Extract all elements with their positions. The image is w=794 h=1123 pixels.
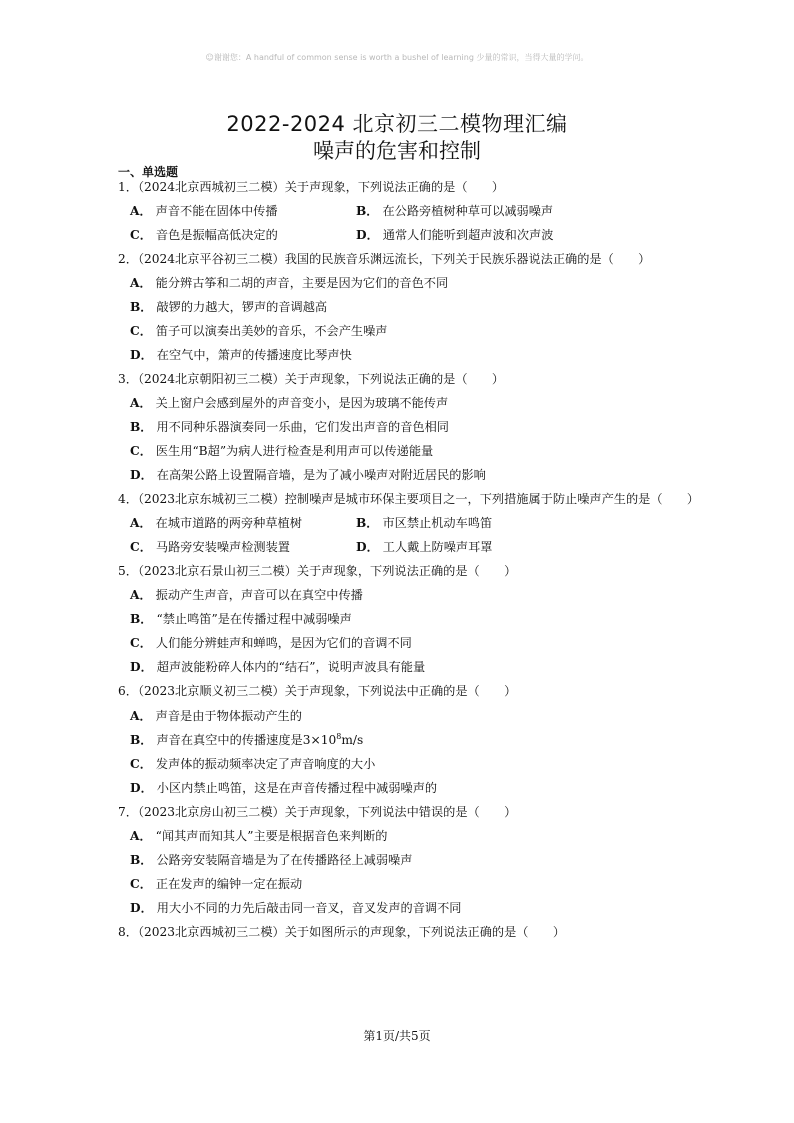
- question-5-stem: 5．（2023北京石景山初三二模）关于声现象，下列说法正确的是（ ）: [118, 564, 517, 578]
- question-4-option-d: [356, 538, 492, 555]
- option-letter: A．: [130, 204, 152, 218]
- option-text: 在高架公路上设置隔音墙，是为了减小噪声对附近居民的影响: [156, 468, 486, 482]
- option-letter: B．: [130, 420, 153, 434]
- option-letter: C．: [130, 444, 152, 458]
- section-heading: 一、单选题: [118, 165, 179, 179]
- option-text: 工人戴上防噪声耳罩: [382, 540, 493, 554]
- option-letter: C．: [130, 757, 152, 771]
- option-letter: B．: [130, 612, 153, 626]
- question-3-option-a: [130, 394, 448, 411]
- question-7-option-b: [130, 851, 412, 868]
- question-2-option-c: [130, 322, 387, 339]
- option-text: 马路旁安装噪声检测装置: [155, 540, 290, 554]
- option-text: 关上窗户会感到屋外的声音变小，是因为玻璃不能传声: [155, 396, 449, 410]
- option-letter: A．: [130, 709, 152, 723]
- option-text: 通常人们能听到超声波和次声波: [382, 228, 554, 242]
- option-text: 人们能分辨蛙声和蝉鸣，是因为它们的音调不同: [155, 636, 412, 650]
- option-text: 公路旁安装隔音墙是为了在传播路径上减弱噪声: [156, 853, 413, 867]
- question-2-stem: 2．（2024北京平谷初三二模）我国的民族音乐渊远流长，下列关于民族乐器说法正确的是（ ）: [118, 252, 651, 266]
- option-text: 振动产生声音，声音可以在真空中传播: [155, 588, 363, 602]
- question-6-option-d: [130, 779, 437, 796]
- option-text: 在城市道路的两旁种草植树: [155, 516, 302, 530]
- option-letter: B．: [130, 300, 153, 314]
- unit: m/s: [341, 733, 364, 747]
- option-text: 音色是振幅高低决定的: [155, 228, 278, 242]
- option-text: 在公路旁植树种草可以减弱噪声: [382, 204, 554, 218]
- question-7-option-c: [130, 875, 302, 892]
- exponent: 8: [336, 731, 342, 741]
- page-title: 2022-2024 北京初三二模物理汇编: [226, 112, 568, 136]
- question-7-option-d: [130, 899, 461, 916]
- option-text: 在空气中，箫声的传播速度比琴声快: [156, 348, 352, 362]
- question-5-option-c: [130, 634, 412, 651]
- question-3-option-b: [130, 418, 449, 435]
- question-6-option-b: [130, 731, 363, 748]
- question-3-option-d: [130, 466, 486, 483]
- option-letter: A．: [130, 396, 152, 410]
- option-text: 用大小不同的力先后敲击同一音叉，音叉发声的音调不同: [156, 901, 462, 915]
- option-letter: C．: [130, 636, 152, 650]
- question-2-option-b: [130, 298, 327, 315]
- question-2-option-a: [130, 274, 448, 291]
- option-text: “禁止鸣笛”是在传播过程中减弱噪声: [156, 612, 352, 626]
- option-letter: D．: [356, 228, 379, 242]
- option-letter: C．: [130, 540, 152, 554]
- question-6-option-c: [130, 755, 375, 772]
- option-letter: A．: [130, 276, 152, 290]
- option-letter: D．: [130, 468, 153, 482]
- question-4-stem: 4．（2023北京东城初三二模）控制噪声是城市环保主要项目之一，下列措施属于防止噪声产生的是（ ）: [118, 492, 700, 506]
- page-subtitle: 噪声的危害和控制: [313, 139, 481, 163]
- question-7-stem: 7．（2023北京房山初三二模）关于声现象，下列说法中错误的是（ ）: [118, 805, 517, 819]
- option-text: 小区内禁止鸣笛，这是在声音传播过程中减弱噪声的: [156, 781, 438, 795]
- option-letter: B．: [130, 853, 153, 867]
- option-text: 用不同种乐器演奏同一乐曲，它们发出声音的音色相同: [156, 420, 449, 434]
- option-letter: A．: [130, 588, 152, 602]
- option-text: 市区禁止机动车鸣笛: [382, 516, 493, 530]
- question-1-option-d: [356, 226, 553, 243]
- option-text: 能分辨古筝和二胡的声音，主要是因为它们的音色不同: [155, 276, 449, 290]
- option-letter: C．: [130, 324, 152, 338]
- option-text: 声音在真空中的传播速度是3×10: [156, 733, 337, 747]
- option-text: 声音是由于物体振动产生的: [155, 709, 302, 723]
- option-text: 笛子可以演奏出美妙的音乐，不会产生噪声: [155, 324, 388, 338]
- question-1-option-a: [130, 202, 278, 219]
- question-5-option-b: [130, 610, 352, 627]
- option-letter: D．: [130, 901, 153, 915]
- option-text: 超声波能粉碎人体内的“结石”，说明声波具有能量: [156, 660, 426, 674]
- option-letter: A．: [130, 829, 152, 843]
- question-5-option-a: [130, 586, 363, 603]
- question-4-option-c: [130, 538, 290, 555]
- option-letter: B．: [356, 516, 379, 530]
- watermark-text: ☺谢谢您：A handful of common sense is worth a bushel of learning 少量的常识，当得大量的学问。: [205, 53, 589, 62]
- option-letter: D．: [130, 781, 153, 795]
- option-letter: D．: [130, 348, 153, 362]
- option-text: “闻其声而知其人”主要是根据音色来判断的: [155, 829, 388, 843]
- question-3-stem: 3．（2024北京朝阳初三二模）关于声现象，下列说法正确的是（ ）: [118, 372, 505, 386]
- option-letter: D．: [356, 540, 379, 554]
- option-text: 医生用“B超”为病人进行检查是利用声可以传递能量: [155, 444, 434, 458]
- page-number: 第1页/共5页: [363, 1029, 431, 1043]
- option-letter: A．: [130, 516, 152, 530]
- option-letter: B．: [356, 204, 379, 218]
- question-1-stem: 1．（2024北京西城初三二模）关于声现象，下列说法正确的是（ ）: [118, 180, 505, 194]
- question-5-option-d: [130, 658, 425, 675]
- question-2-option-d: [130, 346, 352, 363]
- question-1-option-b: [356, 202, 553, 219]
- question-4-option-b: [356, 514, 492, 531]
- question-7-option-a: [130, 827, 388, 844]
- option-text: 发声体的振动频率决定了声音响度的大小: [155, 757, 376, 771]
- question-6-option-a: [130, 707, 302, 724]
- option-text: 敲锣的力越大，锣声的音调越高: [156, 300, 328, 314]
- question-1-option-c: [130, 226, 278, 243]
- option-text: 声音不能在固体中传播: [155, 204, 278, 218]
- option-letter: C．: [130, 228, 152, 242]
- question-8-stem: 8．（2023北京西城初三二模）关于如图所示的声现象，下列说法正确的是（ ）: [118, 925, 566, 939]
- option-letter: C．: [130, 877, 152, 891]
- question-4-option-a: [130, 514, 302, 531]
- question-6-stem: 6．（2023北京顺义初三二模）关于声现象，下列说法中正确的是（ ）: [118, 684, 517, 698]
- question-3-option-c: [130, 442, 433, 459]
- option-letter: D．: [130, 660, 153, 674]
- option-letter: B．: [130, 733, 153, 747]
- option-text: 正在发声的编钟一定在振动: [155, 877, 303, 891]
